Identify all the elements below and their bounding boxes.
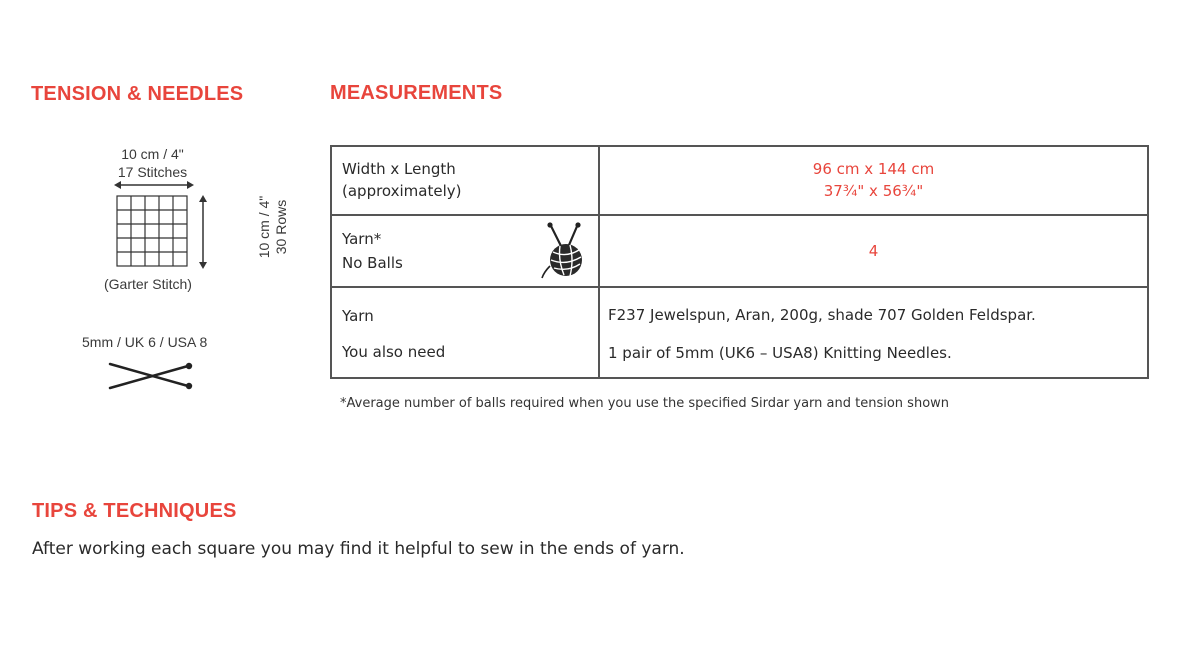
size-value-line2: 37¾" x 56¾" xyxy=(823,182,924,201)
tension-rows-label xyxy=(212,195,289,260)
table-row-extras xyxy=(331,334,1148,378)
size-label-cell xyxy=(331,146,599,215)
balls-label-cell xyxy=(331,215,599,288)
extras-value: 1 pair of 5mm (UK6 – USA8) Knitting Needles. xyxy=(599,334,1148,378)
size-label-line1: Width x Length xyxy=(342,160,456,179)
table-row-yarn xyxy=(331,287,1148,333)
tension-stitches: 17 Stitches xyxy=(117,164,188,180)
size-value-line1: 96 cm x 144 cm xyxy=(812,160,935,179)
tips-text: After working each square you may find it helpful to sew in the ends of yarn. xyxy=(32,539,685,559)
yarn-value: F237 Jewelspun, Aran, 200g, shade 707 Golden Feldspar. xyxy=(599,287,1148,333)
extras-label: You also need xyxy=(331,334,599,378)
width-arrow-icon xyxy=(114,178,194,192)
yarn-label: Yarn xyxy=(331,287,599,333)
yarn-ball-icon xyxy=(540,222,592,280)
table-row-size xyxy=(331,146,1148,215)
measurements-heading: MEASUREMENTS xyxy=(330,82,503,104)
tips-heading: TIPS & TECHNIQUES xyxy=(32,500,237,522)
size-label-line2: (approximately) xyxy=(342,182,462,201)
measurements-table xyxy=(330,145,1149,379)
needle-size: 5mm / UK 6 / USA 8 xyxy=(82,334,208,350)
size-value-cell xyxy=(599,146,1148,215)
height-arrow-icon xyxy=(196,195,210,269)
tension-heading: TENSION & NEEDLES xyxy=(31,83,244,105)
tension-height-measure: 10 cm / 4" xyxy=(256,195,272,259)
balls-label-line2: No Balls xyxy=(342,253,403,272)
balls-value-cell: 4 xyxy=(599,215,1148,288)
needles-icon xyxy=(104,358,196,394)
footnote: *Average number of balls required when you use the specified Sirdar yarn and tension shown xyxy=(340,396,950,411)
tension-rows: 30 Rows xyxy=(273,199,289,255)
balls-label-line1: Yarn* xyxy=(342,229,382,248)
tension-width-label xyxy=(100,145,205,181)
tension-grid-icon xyxy=(116,195,192,269)
tension-width-measure: 10 cm / 4" xyxy=(121,146,184,162)
stitch-type: (Garter Stitch) xyxy=(104,276,192,292)
table-row-balls xyxy=(331,215,1148,288)
